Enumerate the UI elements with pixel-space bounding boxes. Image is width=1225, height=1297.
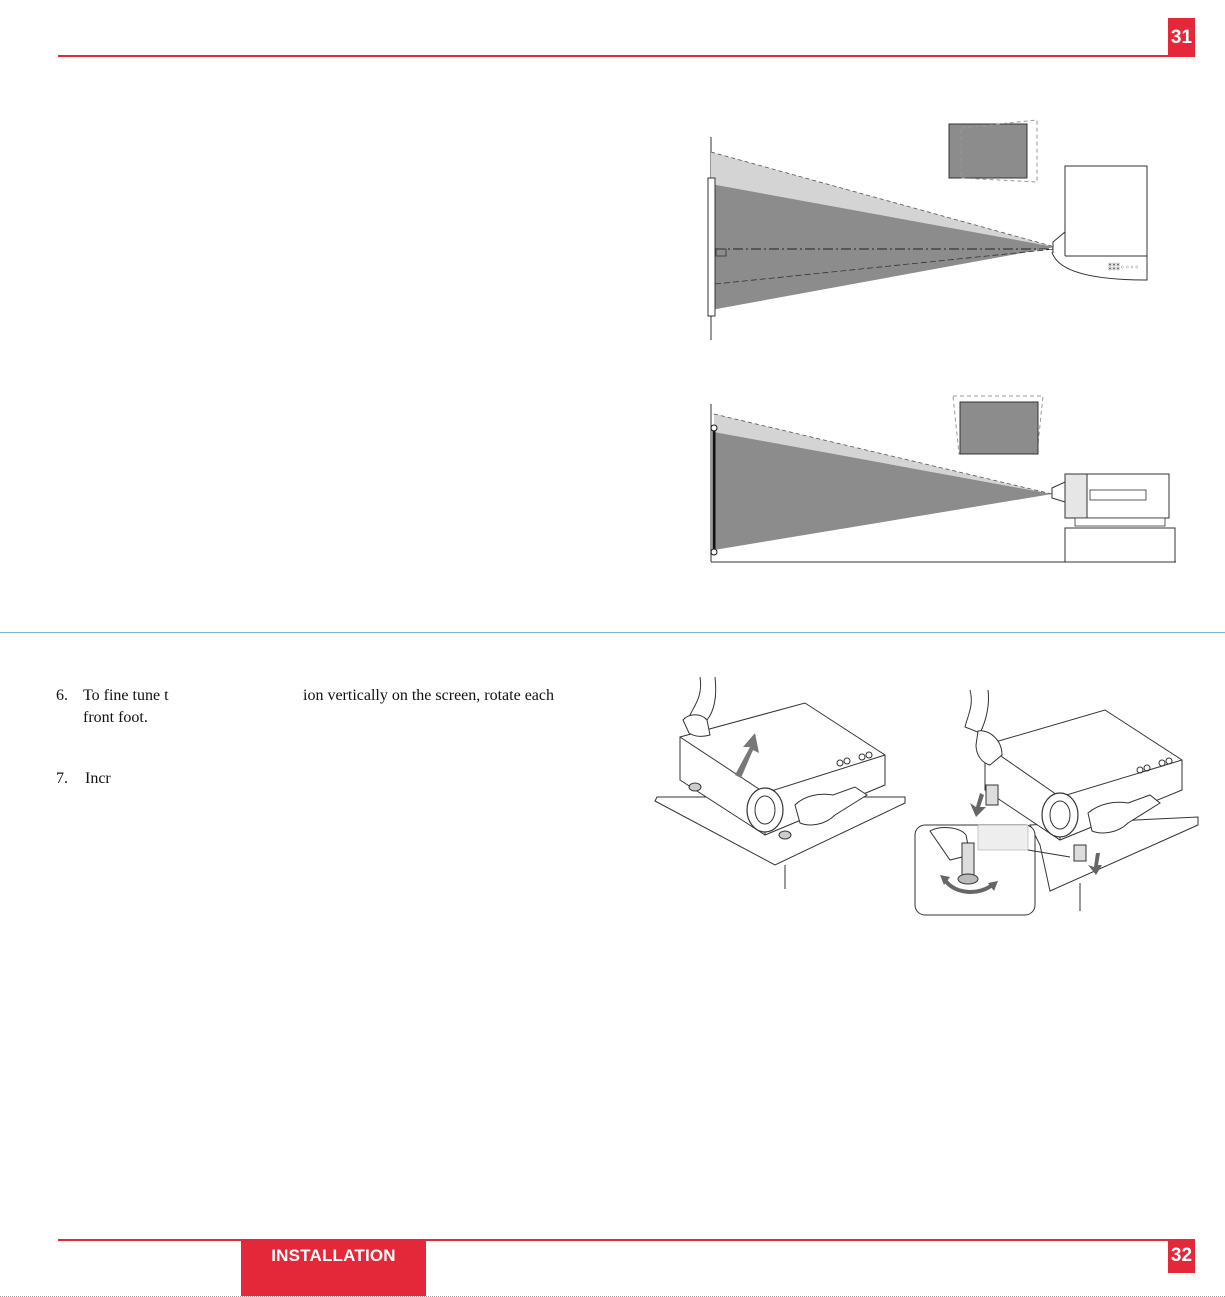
hands-lifting-projector [655, 677, 905, 889]
adjust-foot-illustration [910, 685, 1200, 917]
step-6-text-part2: ion vertically on the screen, rotate each [303, 687, 554, 704]
footer-page-number: 32 [1168, 1239, 1195, 1273]
step-7-number: 7. [56, 770, 68, 787]
hands-rotating-foot [915, 690, 1198, 915]
footer-rule [58, 1239, 1170, 1241]
header-rule [58, 55, 1168, 57]
svg-text:⁑⁑⁑◦◦◦◦: ⁑⁑⁑◦◦◦◦ [1108, 263, 1140, 272]
step-6-number: 6. [56, 687, 68, 704]
lift-projector-illustration [655, 675, 905, 895]
keystone-tilt-diagram [700, 112, 1160, 344]
step-6-text-part1: To fine tune t [83, 687, 169, 704]
step-7-text-part1: Incr [85, 770, 111, 787]
step-6-text-line2: front foot. [83, 709, 148, 726]
keystone-level-diagram [700, 392, 1180, 567]
projector-side-view-level [1052, 474, 1169, 526]
footer-section-label: INSTALLATION [241, 1240, 426, 1296]
section-divider [0, 632, 1225, 633]
header-page-number: 31 [1168, 18, 1195, 57]
projector-side-view-tilted [1052, 166, 1147, 280]
